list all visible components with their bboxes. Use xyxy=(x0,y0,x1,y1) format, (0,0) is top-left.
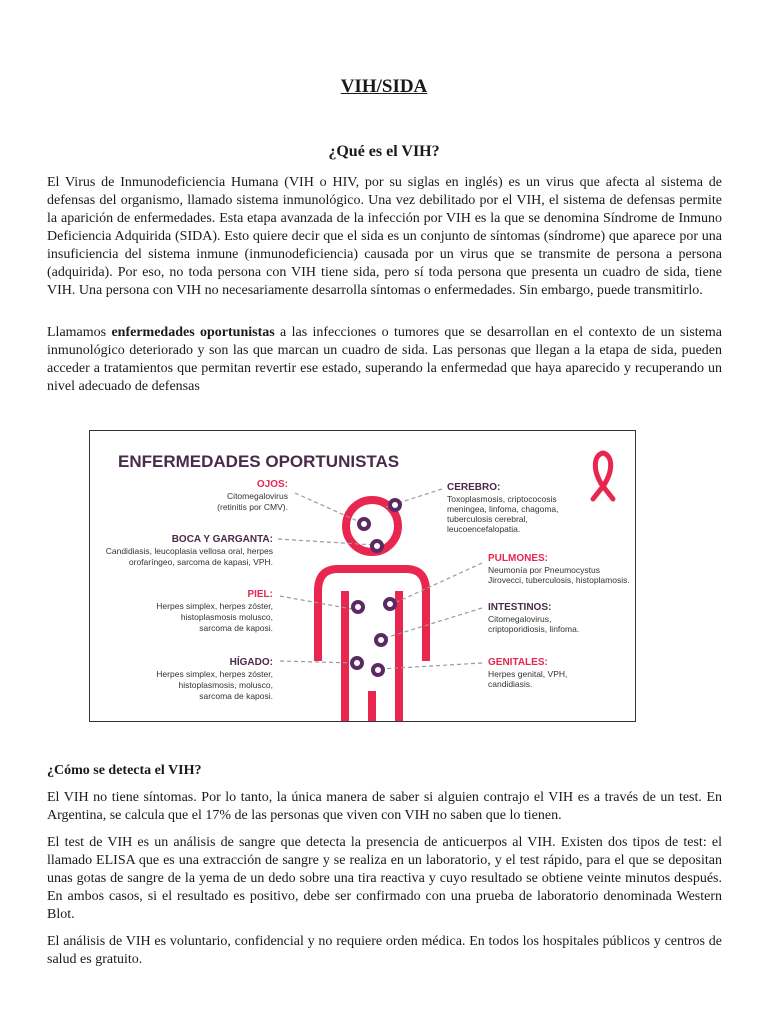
paragraph-test: El test de VIH es un análisis de sangre que detecta la presencia de anticuerpos al VIH. Existen dos tipos de test: el llamado ELISA que es una extracción de sangre y se realiza en un laboratorio, y el test rápido, para el que se depositan unas gotas de sangre de la yema de un dedo sobre una tira reactiva y cuyo resultado se obtiene veinte minutos después. En ambos casos, si el resultado es positivo, debe ser confirmado con una prueba de laboratorio denominada Western Blot. xyxy=(47,835,722,922)
desc-higado-2: histoplasmosis, molusco, xyxy=(178,680,273,690)
section-heading-que-es: ¿Qué es el VIH? xyxy=(328,143,440,160)
desc-pulmones-2: Jirovecci, tuberculosis, histoplamosis. xyxy=(488,575,630,585)
document-title: VIH/SIDA xyxy=(340,76,428,97)
desc-cerebro-1: Toxoplasmosis, criptococosis xyxy=(447,494,557,504)
desc-cerebro-2: meningea, linfoma, chagoma, xyxy=(447,504,559,514)
desc-piel-1: Herpes simplex, herpes zóster, xyxy=(156,601,273,611)
label-genitales: GENITALES: xyxy=(488,657,548,668)
desc-boca-1: Candidiasis, leucoplasia vellosa oral, herpes xyxy=(105,546,273,556)
desc-piel-3: sarcoma de kaposi. xyxy=(199,623,273,633)
desc-intestinos-2: criptoporidiosis, linfoma. xyxy=(488,624,580,634)
desc-intestinos-1: Citomegalovirus, xyxy=(488,614,552,624)
body-silhouette xyxy=(318,500,426,721)
paragraph-oportunistas xyxy=(47,324,722,396)
marker-higado xyxy=(352,658,362,668)
desc-ojos-2: (retinitis por CMV). xyxy=(217,502,288,512)
paragraph-gratuito: El análisis de VIH es voluntario, confidencial y no requiere orden médica. En todos los hospitales públicos y centros de salud es gratuito. xyxy=(47,934,722,967)
paragraph-oportunistas-pre: Llamamos xyxy=(47,325,112,340)
marker-intestinos xyxy=(376,635,386,645)
marker-pulmones xyxy=(385,599,395,609)
desc-ojos-1: Citomegalovirus xyxy=(227,491,288,501)
desc-cerebro-4: leucoencefalopatia. xyxy=(447,524,521,534)
desc-piel-2: histoplasmosis molusco, xyxy=(180,612,273,622)
figure-diagram xyxy=(90,431,635,721)
figure-title: ENFERMEDADES OPORTUNISTAS xyxy=(118,452,400,471)
desc-higado-3: sarcoma de kaposi. xyxy=(199,691,273,701)
marker-piel xyxy=(353,602,363,612)
paragraph-sintomas: El VIH no tiene síntomas. Por lo tanto, la única manera de saber si alguien contrajo el VIH es a través de un test. En Argentina, se calcula que el 17% de las personas que viven con VIH no saben que lo tienen. xyxy=(47,790,722,823)
ribbon-icon xyxy=(593,453,613,499)
desc-higado-1: Herpes simplex, herpes zóster, xyxy=(156,669,273,679)
section-heading-como-detecta: ¿Cómo se detecta el VIH? xyxy=(47,763,202,778)
marker-cerebro xyxy=(390,500,400,510)
desc-cerebro-3: tuberculosis cerebral, xyxy=(447,514,528,524)
desc-genitales-2: candidiasis. xyxy=(488,679,533,689)
label-ojos: OJOS: xyxy=(256,479,288,490)
marker-ojos xyxy=(359,519,369,529)
label-higado: HÍGADO: xyxy=(229,657,273,668)
label-intestinos: INTESTINOS: xyxy=(488,602,552,613)
label-boca: BOCA Y GARGANTA: xyxy=(171,534,273,545)
marker-boca xyxy=(372,541,382,551)
desc-pulmones-1: Neumonía por Pneumocystus xyxy=(488,565,600,575)
paragraph-oportunistas-post: a las infecciones o tumores que se desarrollan en el contexto de un sistema inmunológico deteriorado y son las que marcan un cuadro de sida. Las personas que llegan a la etapa de sida, pueden acceder a tratamientos que permitan revertir ese estado, superando la enfermedad que haya aparecido y recuperando un nivel adecuado de defensas xyxy=(47,325,722,394)
organ-markers xyxy=(352,500,400,675)
label-pulmones: PULMONES: xyxy=(488,553,548,564)
desc-boca-2: orofaríngeo, sarcoma de kapasi, VPH. xyxy=(128,557,273,567)
paragraph-oportunistas-bold: enfermedades oportunistas xyxy=(111,325,275,340)
label-piel: PIEL: xyxy=(247,589,273,600)
marker-genitales xyxy=(373,665,383,675)
desc-genitales-1: Herpes genital, VPH, xyxy=(488,669,568,679)
label-cerebro: CEREBRO: xyxy=(447,482,501,493)
opportunistic-diseases-figure xyxy=(89,430,636,722)
paragraph-definition: El Virus de Inmunodeficiencia Humana (VIH o HIV, por su siglas en inglés) es un virus que afecta al sistema de defensas del organismo, llamado sistema inmunológico. Una vez debilitado por el VIH, el sistema de defensas permite la aparición de enfermedades. Esta etapa avanzada de la infección por VIH es la que se denomina Síndrome de Inmuno Deficiencia Adquirida (SIDA). Esto quiere decir que el sida es un conjunto de síntomas (síndrome) que aparece por una insuficiencia del sistema inmune (inmunodeficiencia) causada por un virus que se transmite de persona a persona (adquirida). Por eso, no toda persona con VIH tiene sida, pero sí toda persona que presenta un cuadro de sida, tiene VIH. Una persona con VIH no necesariamente desarrolla síntomas o enfermedades. Sin embargo, puede transmitirlo. xyxy=(47,175,722,298)
